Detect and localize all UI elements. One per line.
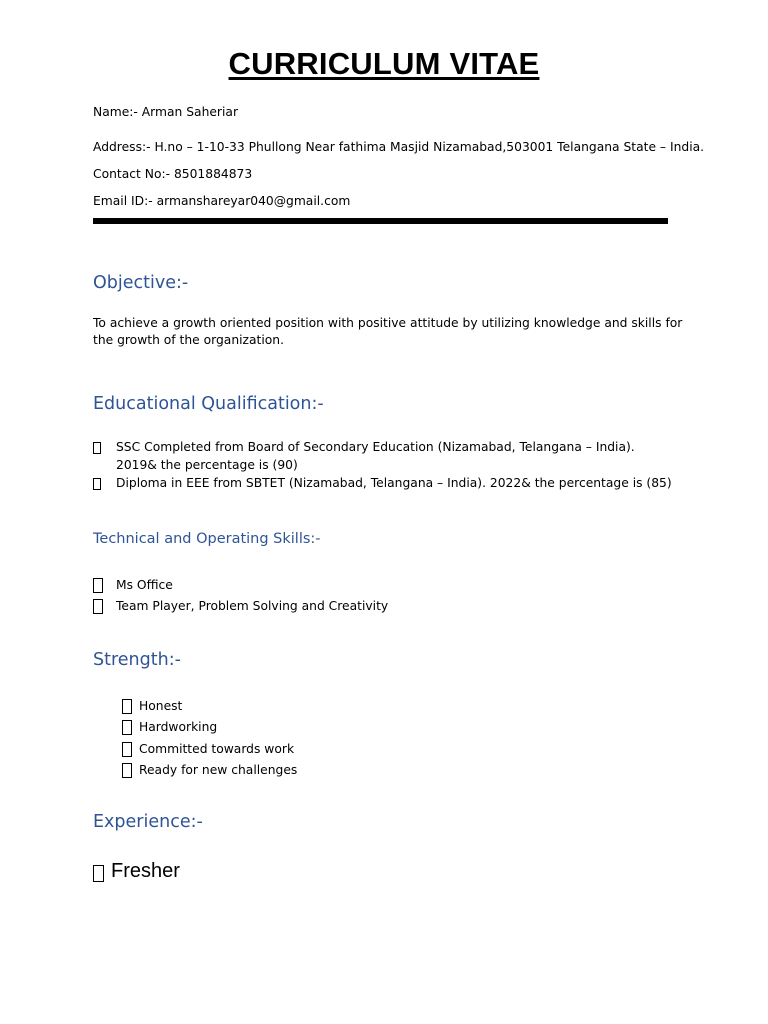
checkbox-bullet-icon bbox=[122, 720, 132, 735]
name-line: Name:- Arman Saheriar bbox=[93, 105, 238, 119]
checkbox-bullet-icon bbox=[93, 599, 103, 614]
education-heading: Educational Qualification:- bbox=[93, 394, 324, 414]
strength-item-text: Ready for new challenges bbox=[139, 763, 298, 777]
skills-heading: Technical and Operating Skills:- bbox=[93, 531, 321, 547]
strength-item-text: Honest bbox=[139, 699, 183, 713]
checkbox-bullet-icon bbox=[93, 442, 101, 454]
skills-item-text: Team Player, Problem Solving and Creativity bbox=[116, 599, 389, 613]
strength-heading: Strength:- bbox=[93, 650, 181, 670]
objective-heading: Objective:- bbox=[93, 273, 189, 293]
strength-item-text: Hardworking bbox=[139, 720, 218, 734]
phone-line: Contact No:- 8501884873 bbox=[93, 167, 253, 181]
education-item-text: SSC Completed from Board of Secondary Education (Nizamabad, Telangana – India). 2019& the percentage is (90) bbox=[116, 440, 635, 472]
checkbox-bullet-icon bbox=[93, 478, 101, 490]
checkbox-bullet-icon bbox=[93, 865, 104, 882]
checkbox-bullet-icon bbox=[122, 699, 132, 714]
strength-item-text: Committed towards work bbox=[139, 742, 295, 756]
email-line: Email ID:- armanshareyar040@gmail.com bbox=[93, 194, 351, 208]
skills-item-text: Ms Office bbox=[116, 578, 173, 592]
header-divider bbox=[93, 218, 668, 224]
experience-heading: Experience:- bbox=[93, 812, 203, 832]
education-item-text: Diploma in EEE from SBTET (Nizamabad, Telangana – India). 2022& the percentage is (85) bbox=[116, 476, 672, 490]
checkbox-bullet-icon bbox=[122, 763, 132, 778]
document-title: CURRICULUM VITAE bbox=[228, 46, 540, 81]
address-line: Address:- H.no – 1-10-33 Phullong Near fathima Masjid Nizamabad,503001 Telangana State – India. bbox=[93, 140, 705, 154]
experience-value: Fresher bbox=[111, 860, 180, 882]
objective-text: To achieve a growth oriented position with positive attitude by utilizing knowledge and skills for the growth of the organization. bbox=[93, 316, 683, 347]
checkbox-bullet-icon bbox=[93, 578, 103, 593]
checkbox-bullet-icon bbox=[122, 742, 132, 757]
